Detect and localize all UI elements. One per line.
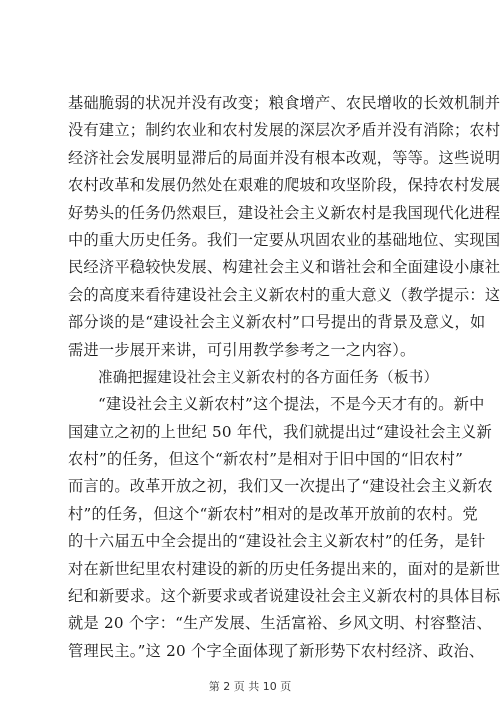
text-line: 村”的任务，但这个“新农村”相对的是改革开放前的农村。党: [68, 504, 478, 523]
text-line: 好势头的任务仍然艰巨，建设社会主义新农村是我国现代化进程: [68, 203, 500, 222]
text-line: 的十六届五中全会提出的“建设社会主义新农村”的任务，是针: [68, 532, 486, 551]
text-line: 对在新世纪里农村建设的新的历史任务提出来的，面对的是新世: [68, 559, 500, 578]
paragraph-continuation: [68, 90, 500, 665]
text-line: 农村”的任务，但这个“新农村”是相对于旧中国的“旧农村”: [68, 450, 464, 469]
section-heading: 准确把握建设社会主义新农村的各方面任务（板书）: [98, 368, 439, 386]
text-line: 会的高度来看待建设社会主义新农村的重大意义（教学提示：这: [68, 285, 500, 304]
page-number-footer: 第 2 页 共 10 页: [208, 680, 292, 693]
text-line: “建设社会主义新农村”这个提法，不是今天才有的。新中: [98, 395, 485, 414]
text-line: 中的重大历史任务。我们一定要从巩固农业的基础地位、实现国: [68, 230, 500, 249]
text-line: 农村改革和发展仍然处在艰难的爬坡和攻坚阶段，保持农村发展: [68, 176, 500, 195]
text-line: 纪和新要求。这个新要求或者说建设社会主义新农村的具体目标: [68, 587, 500, 606]
text-line: 国建立之初的上世纪 50 年代，我们就提出过“建设社会主义新: [68, 422, 492, 441]
text-line: 而言的。改革开放之初，我们又一次提出了“建设社会主义新农: [68, 477, 493, 496]
text-line: 部分谈的是“建设社会主义新农村”口号提出的背景及意义，如: [68, 313, 486, 332]
text-line: 基础脆弱的状况并没有改变；粮食增产、农民增收的长效机制并: [68, 94, 500, 112]
text-line: 就是 20 个字：“生产发展、生活富裕、乡风文明、村容整洁、: [68, 614, 492, 633]
text-line: 需进一步展开来讲，可引用教学参考之一之内容）。: [68, 340, 416, 359]
text-line: 经济社会发展明显滞后的局面并没有根本改观，等等。这些说明: [68, 148, 500, 167]
text-line: 管理民主。”这 20 个字全面体现了新形势下农村经济、政治、: [68, 641, 485, 660]
text-line: 民经济平稳较快发展、构建社会主义和谐社会和全面建设小康社: [68, 258, 500, 277]
text-line: 没有建立；制约农业和农村发展的深层次矛盾并没有消除；农村: [68, 121, 500, 140]
